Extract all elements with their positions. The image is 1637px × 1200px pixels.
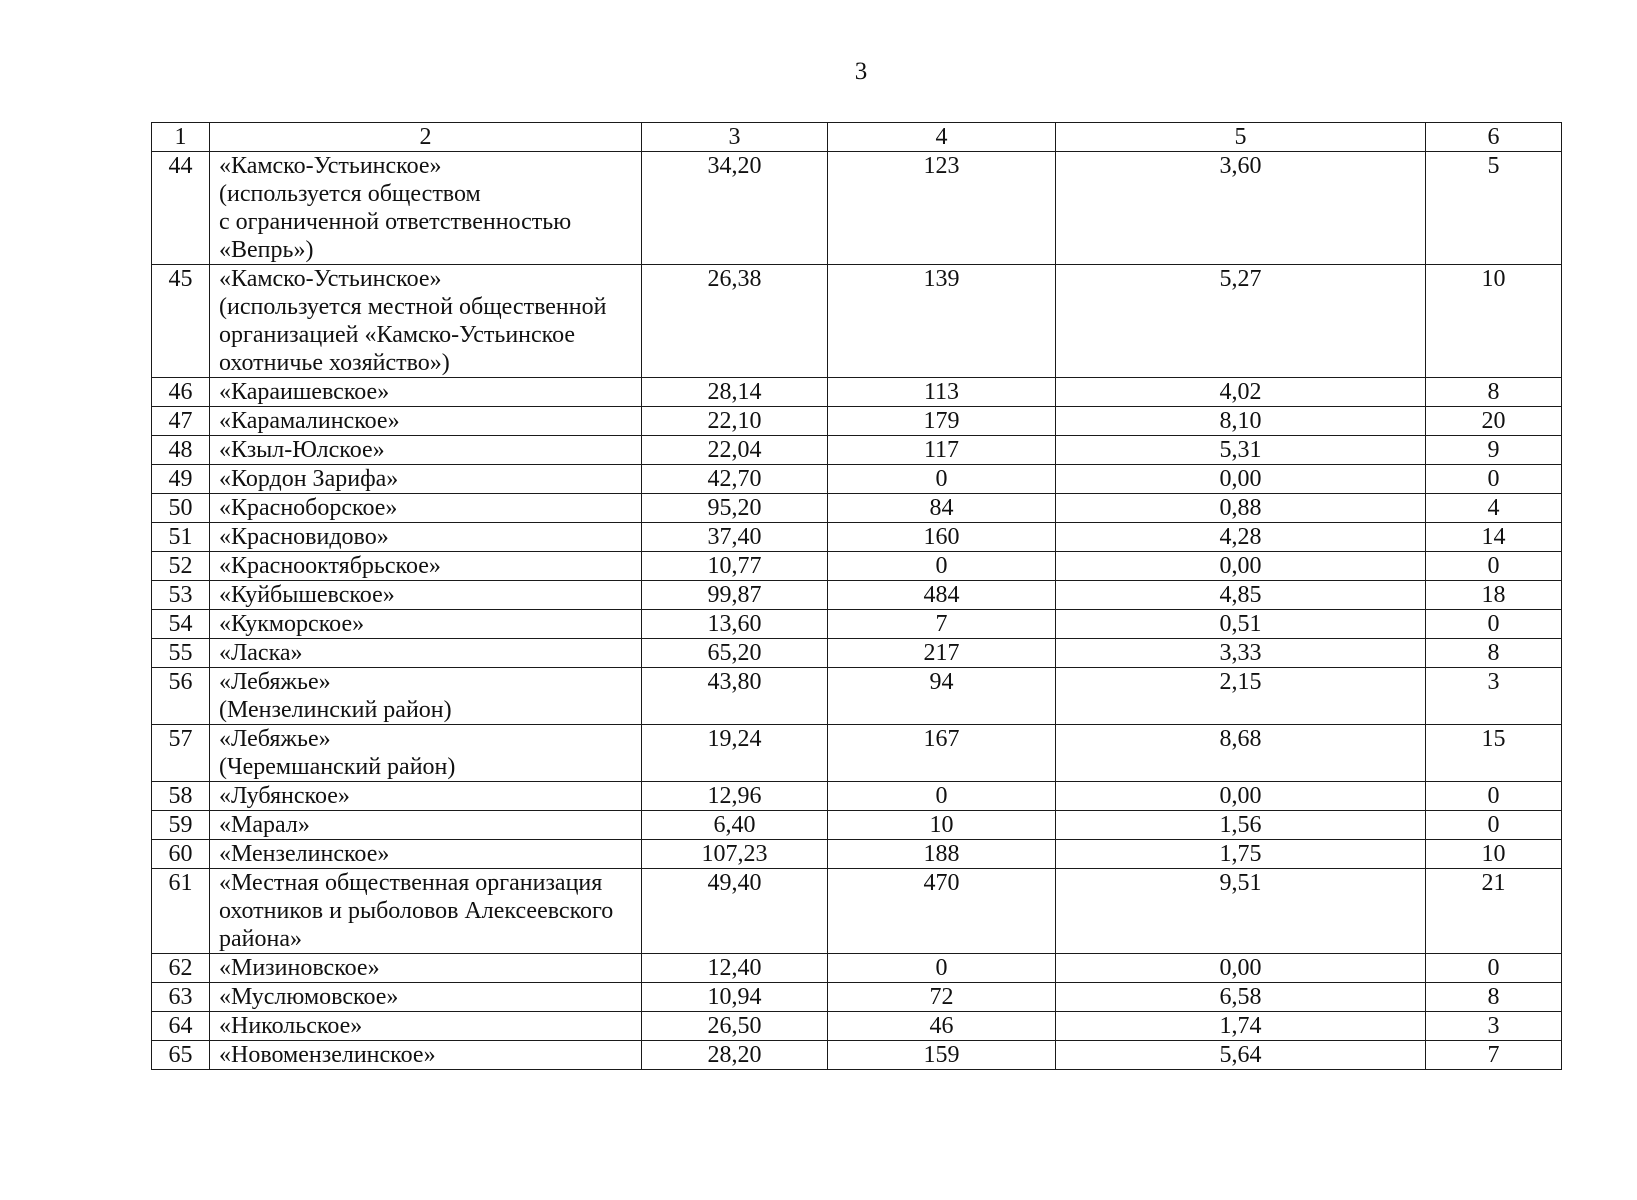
row-number-cell: 61 [152, 869, 210, 954]
column-6-value-cell: 0 [1426, 465, 1562, 494]
hunting-ground-name-cell: «Новомензелинское» [210, 1041, 642, 1070]
table-row [152, 983, 1562, 1012]
column-3-value-cell: 28,20 [642, 1041, 828, 1070]
page-number: 3 [854, 58, 868, 85]
column-4-value-cell: 72 [828, 983, 1056, 1012]
column-4-value-cell: 160 [828, 523, 1056, 552]
column-4-value-cell: 0 [828, 782, 1056, 811]
column-5-value-cell: 0,00 [1056, 465, 1426, 494]
row-number-cell: 48 [152, 436, 210, 465]
column-header-5: 5 [1056, 123, 1426, 152]
column-5-value-cell: 5,31 [1056, 436, 1426, 465]
hunting-ground-name-cell: «Мензелинское» [210, 840, 642, 869]
column-6-value-cell: 8 [1426, 639, 1562, 668]
column-3-value-cell: 26,50 [642, 1012, 828, 1041]
column-5-value-cell: 9,51 [1056, 869, 1426, 954]
column-4-value-cell: 0 [828, 552, 1056, 581]
hunting-ground-name-cell: «Краснооктябрьское» [210, 552, 642, 581]
column-header-6: 6 [1426, 123, 1562, 152]
row-number-cell: 44 [152, 152, 210, 265]
table-row [152, 265, 1562, 378]
column-4-value-cell: 470 [828, 869, 1056, 954]
hunting-ground-name-cell: «Кзыл-Юлское» [210, 436, 642, 465]
table-row [152, 494, 1562, 523]
column-4-value-cell: 139 [828, 265, 1056, 378]
row-number-cell: 52 [152, 552, 210, 581]
column-3-value-cell: 99,87 [642, 581, 828, 610]
hunting-ground-name-cell: «Муслюмовское» [210, 983, 642, 1012]
column-5-value-cell: 3,33 [1056, 639, 1426, 668]
column-4-value-cell: 94 [828, 668, 1056, 725]
column-6-value-cell: 0 [1426, 552, 1562, 581]
row-number-cell: 50 [152, 494, 210, 523]
table-body [152, 152, 1562, 1070]
column-5-value-cell: 1,56 [1056, 811, 1426, 840]
column-3-value-cell: 26,38 [642, 265, 828, 378]
column-3-value-cell: 107,23 [642, 840, 828, 869]
column-3-value-cell: 6,40 [642, 811, 828, 840]
column-6-value-cell: 18 [1426, 581, 1562, 610]
row-number-cell: 62 [152, 954, 210, 983]
hunting-ground-name-cell: «Кукморское» [210, 610, 642, 639]
table-row [152, 581, 1562, 610]
table-row [152, 811, 1562, 840]
column-4-value-cell: 113 [828, 378, 1056, 407]
hunting-ground-name-cell: «Марал» [210, 811, 642, 840]
column-6-value-cell: 7 [1426, 1041, 1562, 1070]
column-4-value-cell: 84 [828, 494, 1056, 523]
hunting-ground-name-cell: «Камско-Устьинское» (используется местной общественной организацией «Камско-Устьинское охотничье хозяйство») [210, 265, 642, 378]
column-5-value-cell: 1,75 [1056, 840, 1426, 869]
column-5-value-cell: 0,00 [1056, 954, 1426, 983]
column-3-value-cell: 22,10 [642, 407, 828, 436]
column-4-value-cell: 7 [828, 610, 1056, 639]
column-5-value-cell: 2,15 [1056, 668, 1426, 725]
table-row [152, 552, 1562, 581]
column-4-value-cell: 117 [828, 436, 1056, 465]
row-number-cell: 46 [152, 378, 210, 407]
column-6-value-cell: 20 [1426, 407, 1562, 436]
row-number-cell: 45 [152, 265, 210, 378]
column-6-value-cell: 5 [1426, 152, 1562, 265]
column-6-value-cell: 21 [1426, 869, 1562, 954]
column-4-value-cell: 167 [828, 725, 1056, 782]
row-number-cell: 54 [152, 610, 210, 639]
row-number-cell: 64 [152, 1012, 210, 1041]
table-row [152, 378, 1562, 407]
column-4-value-cell: 123 [828, 152, 1056, 265]
column-6-value-cell: 14 [1426, 523, 1562, 552]
column-6-value-cell: 0 [1426, 610, 1562, 639]
column-4-value-cell: 188 [828, 840, 1056, 869]
hunting-ground-name-cell: «Местная общественная организация охотников и рыболовов Алексеевского района» [210, 869, 642, 954]
column-3-value-cell: 49,40 [642, 869, 828, 954]
column-3-value-cell: 65,20 [642, 639, 828, 668]
column-5-value-cell: 8,68 [1056, 725, 1426, 782]
table-row [152, 725, 1562, 782]
column-4-value-cell: 10 [828, 811, 1056, 840]
hunting-ground-name-cell: «Лебяжье» (Черемшанский район) [210, 725, 642, 782]
row-number-cell: 63 [152, 983, 210, 1012]
table-row [152, 407, 1562, 436]
row-number-cell: 59 [152, 811, 210, 840]
column-header-2: 2 [210, 123, 642, 152]
row-number-cell: 65 [152, 1041, 210, 1070]
row-number-cell: 51 [152, 523, 210, 552]
column-5-value-cell: 5,27 [1056, 265, 1426, 378]
column-5-value-cell: 0,51 [1056, 610, 1426, 639]
column-3-value-cell: 95,20 [642, 494, 828, 523]
column-6-value-cell: 9 [1426, 436, 1562, 465]
column-header-1: 1 [152, 123, 210, 152]
hunting-ground-name-cell: «Никольское» [210, 1012, 642, 1041]
column-3-value-cell: 12,40 [642, 954, 828, 983]
column-4-value-cell: 179 [828, 407, 1056, 436]
column-3-value-cell: 43,80 [642, 668, 828, 725]
hunting-ground-name-cell: «Ласка» [210, 639, 642, 668]
column-5-value-cell: 6,58 [1056, 983, 1426, 1012]
column-6-value-cell: 3 [1426, 1012, 1562, 1041]
column-6-value-cell: 10 [1426, 265, 1562, 378]
table-row [152, 869, 1562, 954]
row-number-cell: 56 [152, 668, 210, 725]
table-row [152, 152, 1562, 265]
row-number-cell: 60 [152, 840, 210, 869]
hunting-ground-name-cell: «Кордон Зарифа» [210, 465, 642, 494]
column-3-value-cell: 22,04 [642, 436, 828, 465]
column-5-value-cell: 5,64 [1056, 1041, 1426, 1070]
hunting-grounds-table [151, 122, 1562, 1070]
table-row [152, 465, 1562, 494]
column-6-value-cell: 0 [1426, 782, 1562, 811]
table-row [152, 668, 1562, 725]
column-5-value-cell: 0,00 [1056, 552, 1426, 581]
table-header-row [152, 123, 1562, 152]
column-5-value-cell: 4,02 [1056, 378, 1426, 407]
hunting-ground-name-cell: «Камско-Устьинское» (используется обществом с ограниченной ответственностью «Вепрь») [210, 152, 642, 265]
column-4-value-cell: 0 [828, 465, 1056, 494]
column-3-value-cell: 10,77 [642, 552, 828, 581]
hunting-ground-name-cell: «Лебяжье» (Мензелинский район) [210, 668, 642, 725]
row-number-cell: 53 [152, 581, 210, 610]
row-number-cell: 55 [152, 639, 210, 668]
column-header-3: 3 [642, 123, 828, 152]
table-row [152, 1041, 1562, 1070]
column-4-value-cell: 484 [828, 581, 1056, 610]
hunting-ground-name-cell: «Карамалинское» [210, 407, 642, 436]
column-3-value-cell: 28,14 [642, 378, 828, 407]
column-3-value-cell: 34,20 [642, 152, 828, 265]
table-row [152, 840, 1562, 869]
table-row [152, 782, 1562, 811]
row-number-cell: 57 [152, 725, 210, 782]
column-5-value-cell: 0,00 [1056, 782, 1426, 811]
hunting-ground-name-cell: «Куйбышевское» [210, 581, 642, 610]
column-3-value-cell: 10,94 [642, 983, 828, 1012]
row-number-cell: 58 [152, 782, 210, 811]
column-5-value-cell: 4,85 [1056, 581, 1426, 610]
row-number-cell: 47 [152, 407, 210, 436]
column-5-value-cell: 1,74 [1056, 1012, 1426, 1041]
column-6-value-cell: 3 [1426, 668, 1562, 725]
table-row [152, 639, 1562, 668]
table-row [152, 436, 1562, 465]
column-6-value-cell: 0 [1426, 811, 1562, 840]
column-6-value-cell: 8 [1426, 378, 1562, 407]
column-5-value-cell: 4,28 [1056, 523, 1426, 552]
column-6-value-cell: 8 [1426, 983, 1562, 1012]
column-5-value-cell: 0,88 [1056, 494, 1426, 523]
table-row [152, 954, 1562, 983]
column-3-value-cell: 12,96 [642, 782, 828, 811]
column-6-value-cell: 4 [1426, 494, 1562, 523]
table-row [152, 610, 1562, 639]
hunting-ground-name-cell: «Караишевское» [210, 378, 642, 407]
hunting-ground-name-cell: «Мизиновское» [210, 954, 642, 983]
column-3-value-cell: 19,24 [642, 725, 828, 782]
row-number-cell: 49 [152, 465, 210, 494]
column-6-value-cell: 0 [1426, 954, 1562, 983]
column-6-value-cell: 10 [1426, 840, 1562, 869]
column-4-value-cell: 0 [828, 954, 1056, 983]
hunting-ground-name-cell: «Красноборское» [210, 494, 642, 523]
column-3-value-cell: 42,70 [642, 465, 828, 494]
column-4-value-cell: 217 [828, 639, 1056, 668]
column-4-value-cell: 159 [828, 1041, 1056, 1070]
column-5-value-cell: 8,10 [1056, 407, 1426, 436]
table-row [152, 523, 1562, 552]
table-row [152, 1012, 1562, 1041]
column-3-value-cell: 13,60 [642, 610, 828, 639]
column-3-value-cell: 37,40 [642, 523, 828, 552]
column-5-value-cell: 3,60 [1056, 152, 1426, 265]
column-4-value-cell: 46 [828, 1012, 1056, 1041]
hunting-ground-name-cell: «Лубянское» [210, 782, 642, 811]
hunting-ground-name-cell: «Красновидово» [210, 523, 642, 552]
column-header-4: 4 [828, 123, 1056, 152]
column-6-value-cell: 15 [1426, 725, 1562, 782]
